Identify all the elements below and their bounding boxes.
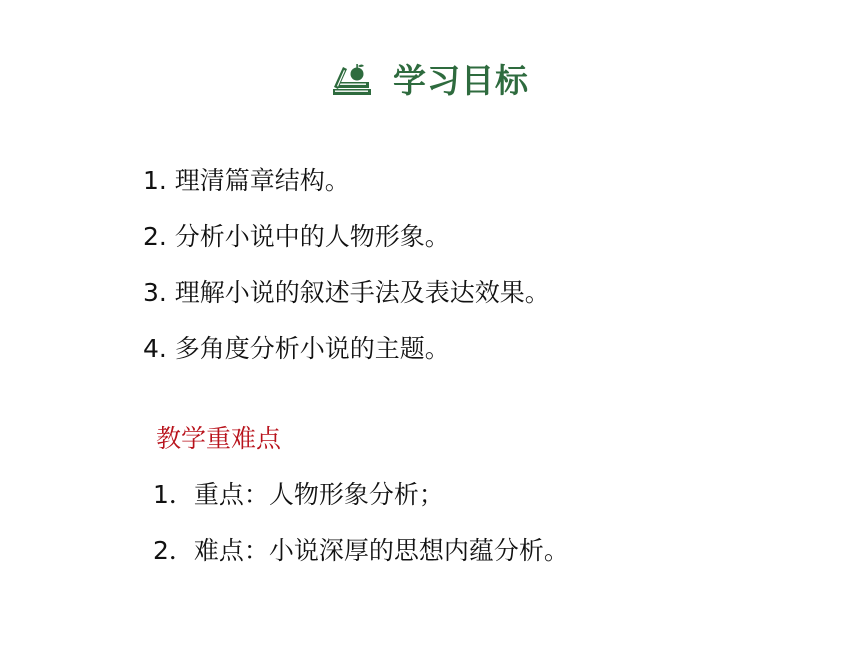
key-points-list <box>153 476 569 588</box>
key-point-item: 1．重点：人物形象分析； <box>153 480 444 509</box>
key-points-heading: 教学重难点 <box>156 424 282 453</box>
objective-item: 4. 多角度分析小说的主题。 <box>143 334 450 363</box>
objectives-list <box>143 162 550 386</box>
objective-item: 3. 理解小说的叙述手法及表达效果。 <box>143 278 550 307</box>
objective-item: 2. 分析小说中的人物形象。 <box>143 222 450 251</box>
key-point-item: 2．难点：小说深厚的思想内蕴分析。 <box>153 536 569 565</box>
objective-item: 1. 理清篇章结构。 <box>143 166 350 195</box>
page-title: 学习目标 <box>393 60 529 100</box>
books-apple-icon <box>331 56 375 100</box>
title-row <box>0 52 860 104</box>
